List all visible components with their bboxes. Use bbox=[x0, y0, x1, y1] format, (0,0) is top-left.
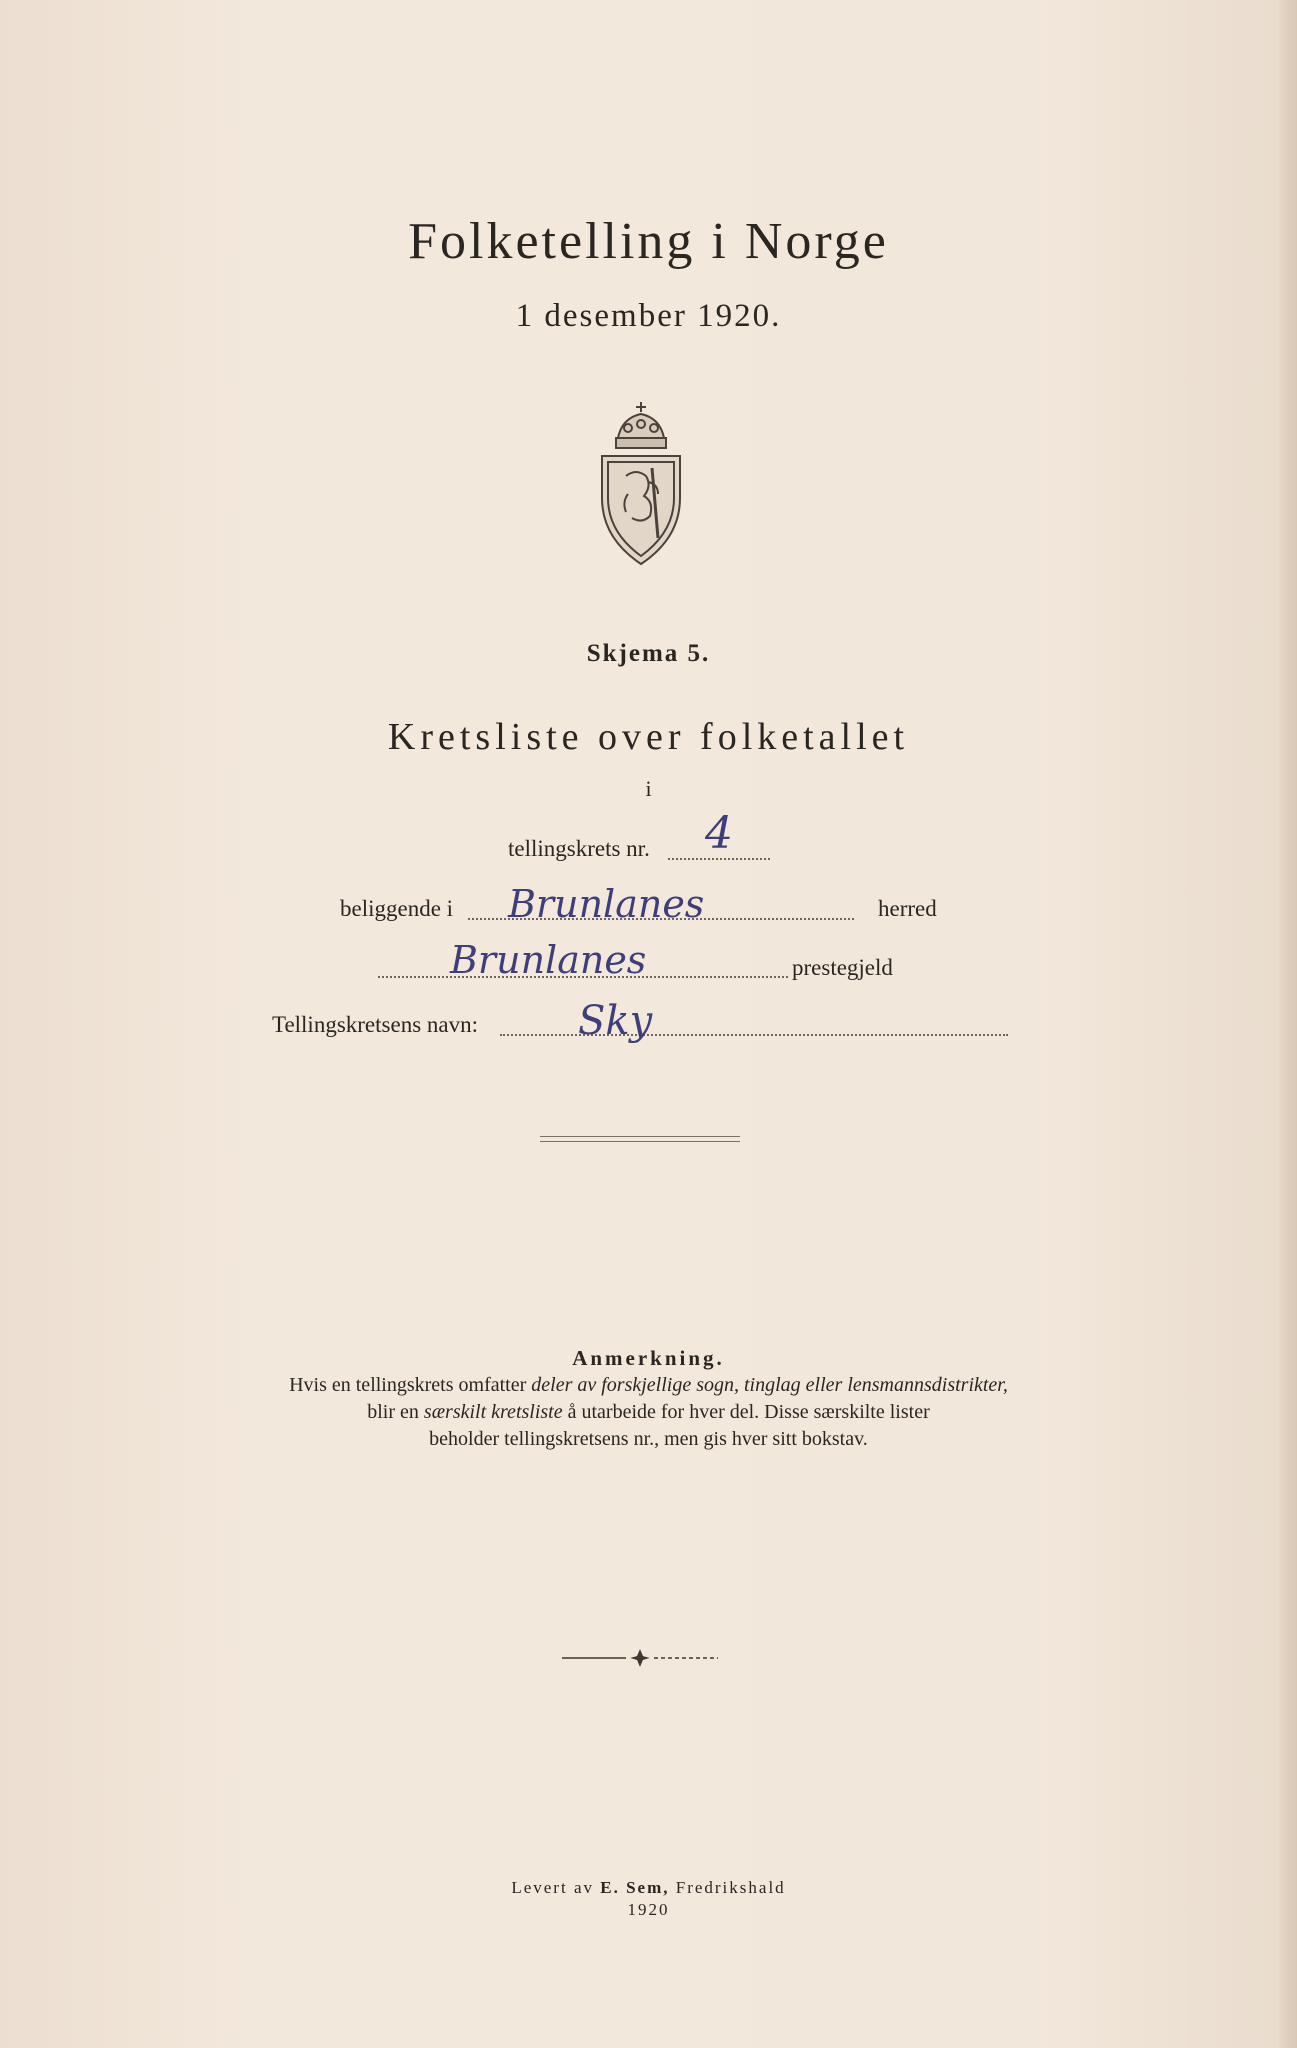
prestegjeld-label: prestegjeld bbox=[792, 955, 893, 980]
note-line-3: beholder tellingskretsens nr., men gis hver sitt bokstav. bbox=[429, 1428, 868, 1450]
beliggende-label: beliggende i bbox=[340, 896, 454, 921]
note-body bbox=[210, 1372, 1087, 1453]
note-line-2-text-a: blir en bbox=[367, 1401, 424, 1423]
note-line-2-italic: særskilt kretsliste bbox=[423, 1401, 563, 1423]
herred-label: herred bbox=[878, 896, 937, 921]
note-heading: Anmerkning. bbox=[572, 1346, 725, 1370]
printer-line bbox=[0, 1878, 1297, 1898]
coat-of-arms-icon bbox=[592, 398, 690, 570]
tellingskrets-value: 4 bbox=[705, 808, 733, 859]
printer-prefix: Levert av bbox=[511, 1878, 601, 1897]
printer-place: Fredrikshald bbox=[669, 1878, 786, 1897]
printer-name: E. Sem, bbox=[600, 1878, 670, 1897]
document-subtitle: Kretsliste over folketallet bbox=[387, 716, 910, 758]
navn-line bbox=[500, 1034, 1008, 1036]
printer-year: 1920 bbox=[627, 1900, 670, 1919]
note-line-2-text-c: å utarbeide for hver del. Disse særskilte lister bbox=[562, 1401, 930, 1423]
form-number: Skjema 5. bbox=[586, 640, 711, 667]
note-line-1 bbox=[210, 1372, 1087, 1399]
divider-rule bbox=[540, 1136, 740, 1142]
note-line-1-italic: deler av forskjellige sogn, tinglag eller lensmannsdistrikter, bbox=[531, 1374, 1008, 1396]
note-line-2 bbox=[210, 1399, 1087, 1426]
prestegjeld-value: Brunlanes bbox=[450, 938, 647, 982]
document-title: Folketelling i Norge bbox=[408, 213, 889, 270]
tellingskrets-label: tellingskrets nr. bbox=[508, 836, 650, 861]
document-date: 1 desember 1920. bbox=[515, 298, 782, 334]
ornament-divider-icon bbox=[560, 1648, 720, 1668]
beliggende-value: Brunlanes bbox=[508, 882, 705, 926]
navn-label: Tellingskretsens navn: bbox=[272, 1012, 478, 1037]
note-line-1-text: Hvis en tellingskrets omfatter bbox=[289, 1374, 532, 1396]
preposition: i bbox=[645, 776, 652, 801]
navn-value: Sky bbox=[578, 998, 653, 1044]
